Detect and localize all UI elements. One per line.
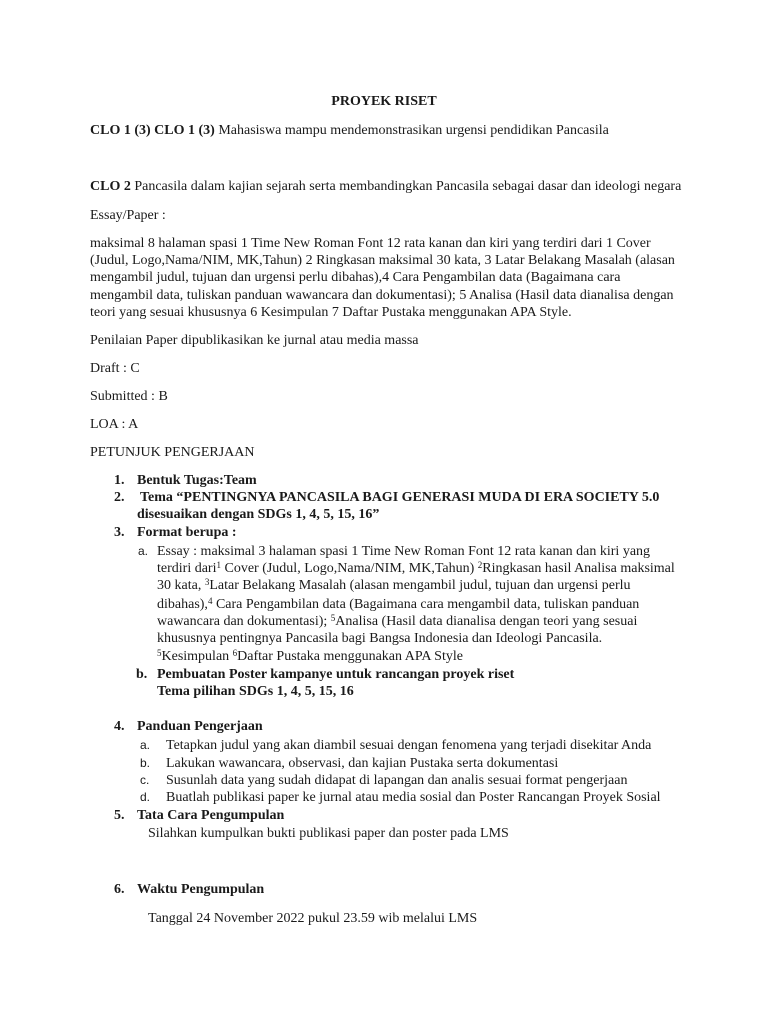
list-number: 5. bbox=[114, 808, 125, 823]
essay-body-line: maksimal 8 halaman spasi 1 Time New Roman Font 12 rata kanan dan kiri yang terdiri dari 1 Cover bbox=[90, 236, 651, 251]
item5-text: Tata Cara Pengumpulan bbox=[137, 808, 285, 823]
item6-body: Tanggal 24 November 2022 pukul 23.59 wib melalui LMS bbox=[148, 911, 478, 926]
petunjuk-heading: PETUNJUK PENGERJAAN bbox=[90, 445, 255, 460]
item2-line: disesuaikan dengan SDGs 1, 4, 5, 15, 16” bbox=[137, 507, 380, 522]
list-marker: b. bbox=[136, 667, 148, 682]
item1-text: Bentuk Tugas:Team bbox=[137, 473, 257, 488]
item3a-line: Essay : maksimal 3 halaman spasi 1 Time New Roman Font 12 rata kanan dan kiri yang bbox=[157, 544, 651, 559]
item3a-line: $^5$Kesimpulan $^6$Daftar Pustaka menggunakan APA Style bbox=[157, 648, 463, 664]
list-marker: d. bbox=[140, 790, 151, 804]
clo2-text: Pancasila dalam kajian sejarah serta membandingkan Pancasila sebagai dasar dan ideologi negara bbox=[134, 179, 682, 194]
essay-body-line: (Judul, Logo,Nama/NIM, MK,Tahun) 2 Ringkasan maksimal 30 kata, 3 Latar Belakang Masalah (alasan bbox=[90, 253, 675, 268]
item4-text: Panduan Pengerjaan bbox=[137, 719, 263, 734]
item6-text: Waktu Pengumpulan bbox=[137, 882, 265, 897]
grade-draft: Draft : C bbox=[90, 361, 140, 376]
list-number: 6. bbox=[114, 882, 125, 897]
item3a-line: 30 kata, $^3$Latar Belakang Masalah (alasan mengambil judul, tujuan dan urgensi perlu bbox=[157, 577, 631, 593]
essay-body-line: mengambil data, tuliskan panduan wawancara dan dokumentasi); 5 Analisa (Hasil data dianalisa dengan bbox=[90, 288, 674, 303]
item3a-line: wawancara dan dokumentasi); $^5$Analisa (Hasil data dianalisa dengan teori yang sesuai bbox=[157, 613, 638, 629]
item4-sub: Buatlah publikasi paper ke jurnal atau media sosial dan Poster Rancangan Proyek Sosial bbox=[166, 790, 661, 805]
item2-line: Tema “PENTINGNYA PANCASILA BAGI GENERASI MUDA DI ERA SOCIETY 5.0 bbox=[140, 490, 660, 505]
document-title: PROYEK RISET bbox=[331, 94, 437, 109]
grade-submitted: Submitted : B bbox=[90, 389, 168, 404]
list-number: 3. bbox=[114, 525, 125, 540]
list-marker: a. bbox=[140, 738, 151, 752]
item4-sub: Susunlah data yang sudah didapat di lapangan dan analis sesuai format pengerjaan bbox=[166, 773, 628, 788]
grade-loa: LOA : A bbox=[90, 417, 139, 432]
list-number: 2. bbox=[114, 490, 125, 505]
item3a-line: terdiri dari$^1$ Cover (Judul, Logo,Nama/NIM, MK,Tahun) $^2$Ringkasan hasil Analisa maksimal bbox=[157, 560, 675, 576]
clo1-line bbox=[90, 122, 609, 139]
item5-body: Silahkan kumpulkan bukti publikasi paper dan poster pada LMS bbox=[148, 826, 509, 841]
list-marker: b. bbox=[140, 756, 151, 770]
item4-sub: Tetapkan judul yang akan diambil sesuai dengan fenomena yang terjadi disekitar Anda bbox=[166, 738, 652, 753]
essay-heading: Essay/Paper : bbox=[90, 208, 166, 223]
clo2-line bbox=[90, 178, 681, 195]
essay-body-line: teori yang sesuai khususnya 6 Kesimpulan 7 Daftar Pustaka menggunakan APA Style. bbox=[90, 305, 572, 320]
list-number: 4. bbox=[114, 719, 125, 734]
item3-text: Format berupa : bbox=[137, 525, 237, 540]
clo2-label: CLO 2 bbox=[90, 179, 131, 194]
item4-sub: Lakukan wawancara, observasi, dan kajian Pustaka serta dokumentasi bbox=[166, 756, 559, 771]
item3b-line: Pembuatan Poster kampanye untuk rancangan proyek riset bbox=[157, 667, 515, 682]
essay-body-line: mengambil judul, tujuan dan urgensi perlu dibahas),4 Cara Pengambilan data (Bagaimana cara bbox=[90, 270, 621, 285]
item3a-line: khususnya pentingnya Pancasila bagi Bangsa Indonesia dan Ideologi Pancasila. bbox=[157, 631, 603, 646]
penilaian-text: Penilaian Paper dipublikasikan ke jurnal atau media massa bbox=[90, 333, 419, 348]
clo1-text: Mahasiswa mampu mendemonstrasikan urgensi pendidikan Pancasila bbox=[218, 123, 609, 138]
list-marker: a. bbox=[138, 544, 149, 558]
list-marker: c. bbox=[140, 773, 150, 787]
clo1-label: CLO 1 (3) CLO 1 (3) bbox=[90, 123, 215, 138]
item3b-line: Tema pilihan SDGs 1, 4, 5, 15, 16 bbox=[157, 684, 354, 699]
item3a-line: dibahas),$^4$ Cara Pengambilan data (Bagaimana cara mengambil data, tuliskan panduan bbox=[157, 596, 640, 612]
list-number: 1. bbox=[114, 473, 125, 488]
